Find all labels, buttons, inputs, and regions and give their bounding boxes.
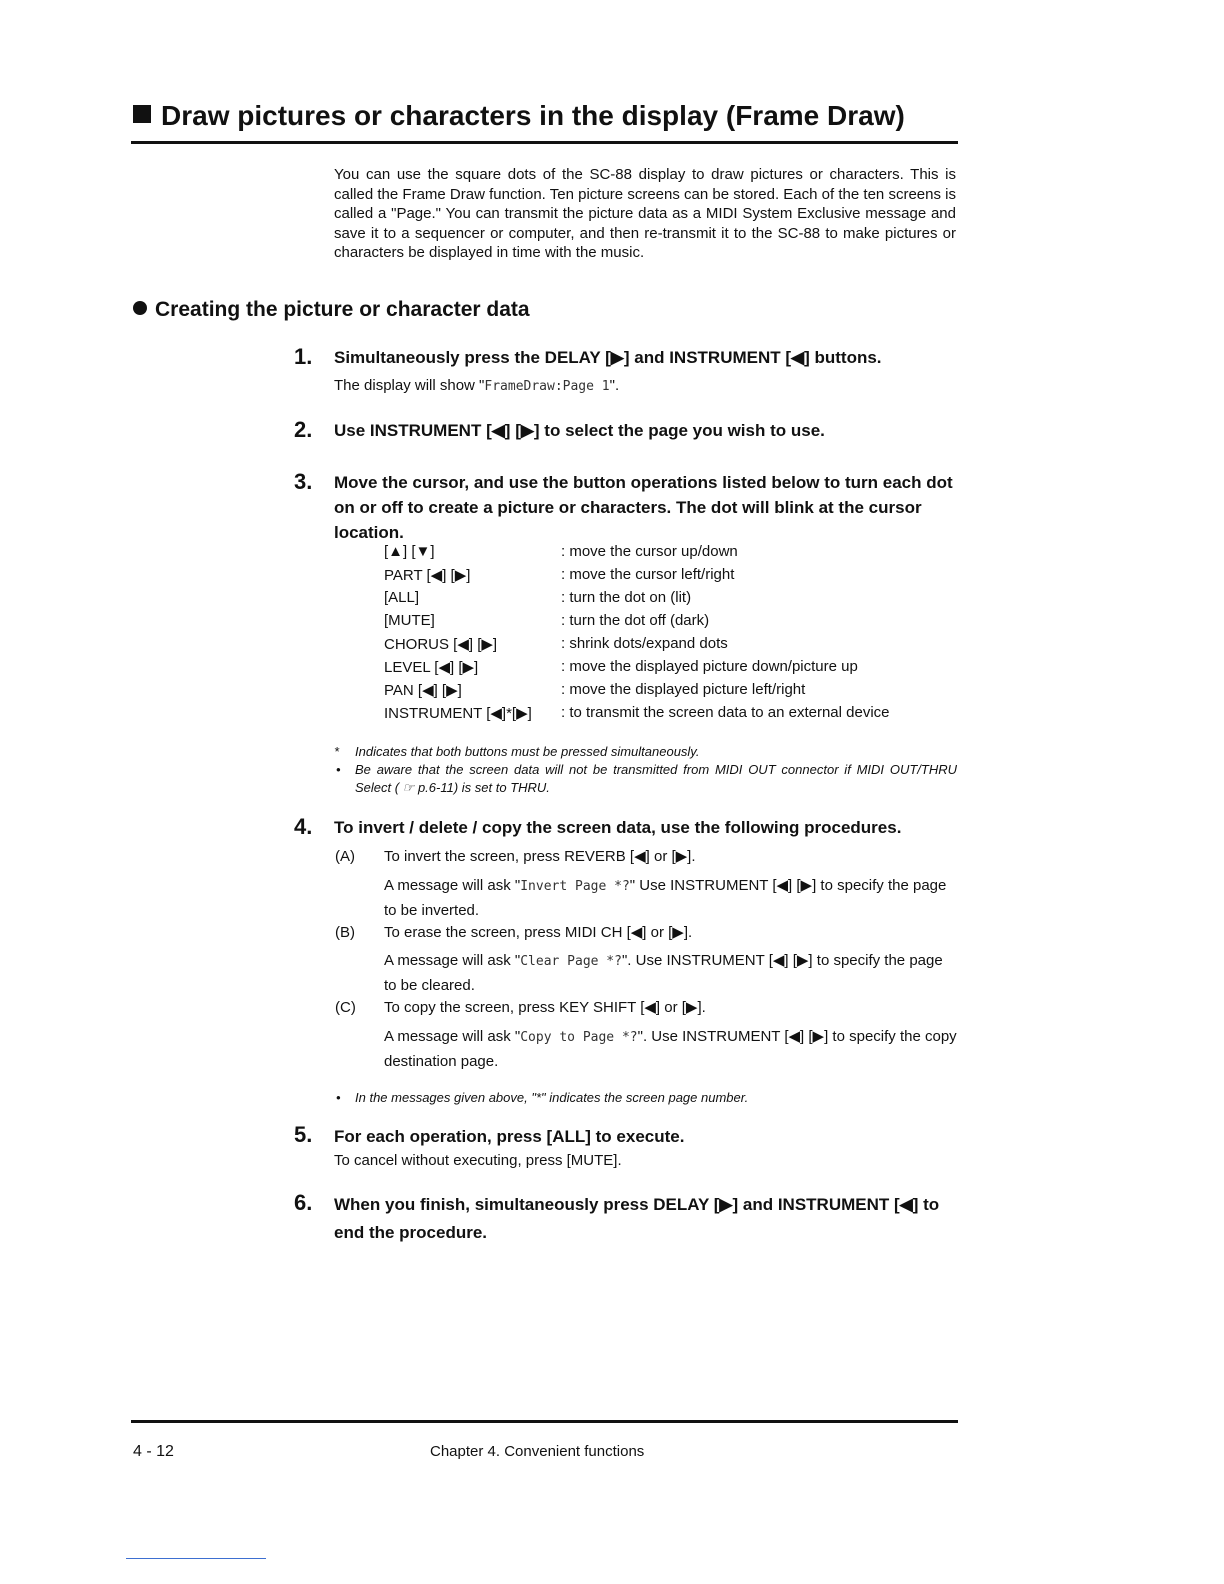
step-5-heading: For each operation, press [ALL] to execute.	[334, 1127, 685, 1146]
op-key: INSTRUMENT [◀]*[▶]	[384, 705, 532, 722]
op-key: CHORUS [◀] [▶]	[384, 636, 498, 653]
op-desc: : to transmit the screen data to an external device	[561, 704, 890, 721]
lcd-message: Copy to Page *?	[520, 1030, 638, 1045]
section-heading: Creating the picture or character data	[133, 298, 530, 322]
op-key: [MUTE]	[384, 612, 435, 629]
page-number: 4 - 12	[133, 1443, 174, 1460]
step-2-number: 2.	[294, 417, 313, 442]
bottom-blue-line	[126, 1558, 266, 1559]
step-5-body: To cancel without executing, press [MUTE].	[334, 1152, 622, 1169]
step-6-number: 6.	[294, 1190, 313, 1215]
footnote-simultaneous: Indicates that both buttons must be pressed simultaneously.	[355, 744, 700, 759]
op-desc: : shrink dots/expand dots	[561, 635, 728, 652]
proc-c-tag: (C)	[335, 999, 356, 1016]
lcd-message: Clear Page *?	[520, 954, 622, 969]
square-bullet-icon	[133, 105, 151, 123]
op-key: [ALL]	[384, 589, 420, 606]
step-4-heading: To invert / delete / copy the screen data, use the following procedures.	[334, 818, 902, 837]
proc-a-message: A message will ask "Invert Page *?" Use INSTRUMENT [◀] [▶] to specify the page to be inverted.	[384, 877, 947, 919]
op-desc: : move the displayed picture left/right	[561, 681, 806, 698]
chapter-title: Chapter 4. Convenient functions	[430, 1443, 645, 1460]
circle-bullet-icon	[133, 301, 147, 315]
proc-b-line: To erase the screen, press MIDI CH [◀] or [▶].	[384, 924, 693, 941]
intro-paragraph: You can use the square dots of the SC-88 display to draw pictures or characters. This is called the Frame Draw function. Ten picture screens can be stored. Each of the ten screens is called a "Page." You can transmit the picture data as a MIDI System Exclusive message and save it to a sequencer or computer, and then re-transmit it to the SC-88 to make pictures or characters be displayed in time with the music.	[334, 166, 956, 261]
lcd-message: Invert Page *?	[520, 879, 630, 894]
step-4-number: 4.	[294, 814, 313, 839]
step-1-heading: Simultaneously press the DELAY [▶] and INSTRUMENT [◀] buttons.	[334, 348, 882, 367]
page-title: Draw pictures or characters in the display (Frame Draw)	[133, 100, 905, 132]
step-5-number: 5.	[294, 1122, 313, 1147]
proc-b-tag: (B)	[335, 924, 355, 941]
step-1-number: 1.	[294, 344, 313, 369]
footnote-page-number: In the messages given above, "*" indicates the screen page number.	[355, 1090, 749, 1105]
note-marker: •	[336, 1090, 341, 1105]
op-desc: : turn the dot on (lit)	[561, 589, 692, 606]
footer-divider	[131, 1420, 958, 1423]
title-divider	[131, 141, 958, 144]
op-desc: : move the cursor left/right	[561, 566, 735, 583]
op-desc: : turn the dot off (dark)	[561, 612, 710, 629]
proc-b-message: A message will ask "Clear Page *?". Use INSTRUMENT [◀] [▶] to specify the page to be cleared.	[384, 952, 943, 994]
proc-c-line: To copy the screen, press KEY SHIFT [◀] or [▶].	[384, 999, 706, 1016]
proc-c-message: A message will ask "Copy to Page *?". Use INSTRUMENT [◀] [▶] to specify the copy destination page.	[384, 1028, 957, 1070]
op-desc: : move the displayed picture down/picture up	[561, 658, 858, 675]
note-marker: •	[336, 762, 341, 777]
op-key: PART [◀] [▶]	[384, 567, 471, 584]
proc-a-tag: (A)	[335, 848, 355, 865]
op-key: LEVEL [◀] [▶]	[384, 659, 479, 676]
op-desc: : move the cursor up/down	[561, 543, 738, 560]
step-3-heading: Move the cursor, and use the button operations listed below to turn each dot on or off to create a picture or characters. The dot will blink at the cursor location.	[334, 473, 953, 542]
op-key: [▲] [▼]	[384, 543, 435, 560]
step-2-heading: Use INSTRUMENT [◀] [▶] to select the page you wish to use.	[334, 421, 825, 440]
proc-a-line: To invert the screen, press REVERB [◀] or [▶].	[384, 848, 696, 865]
step-6-heading: When you finish, simultaneously press DELAY [▶] and INSTRUMENT [◀] to end the procedure.	[334, 1195, 940, 1242]
step-1-body: The display will show "FrameDraw:Page 1".	[334, 377, 620, 394]
lcd-message: FrameDraw:Page 1	[484, 379, 610, 394]
step-3-number: 3.	[294, 469, 313, 494]
footnote-midi-out: Be aware that the screen data will not be transmitted from MIDI OUT connector if MIDI OUT/THRU Select ( ☞ p.6-11) is set to THRU.	[355, 762, 957, 795]
note-marker: *	[334, 744, 340, 759]
op-key: PAN [◀] [▶]	[384, 682, 462, 699]
